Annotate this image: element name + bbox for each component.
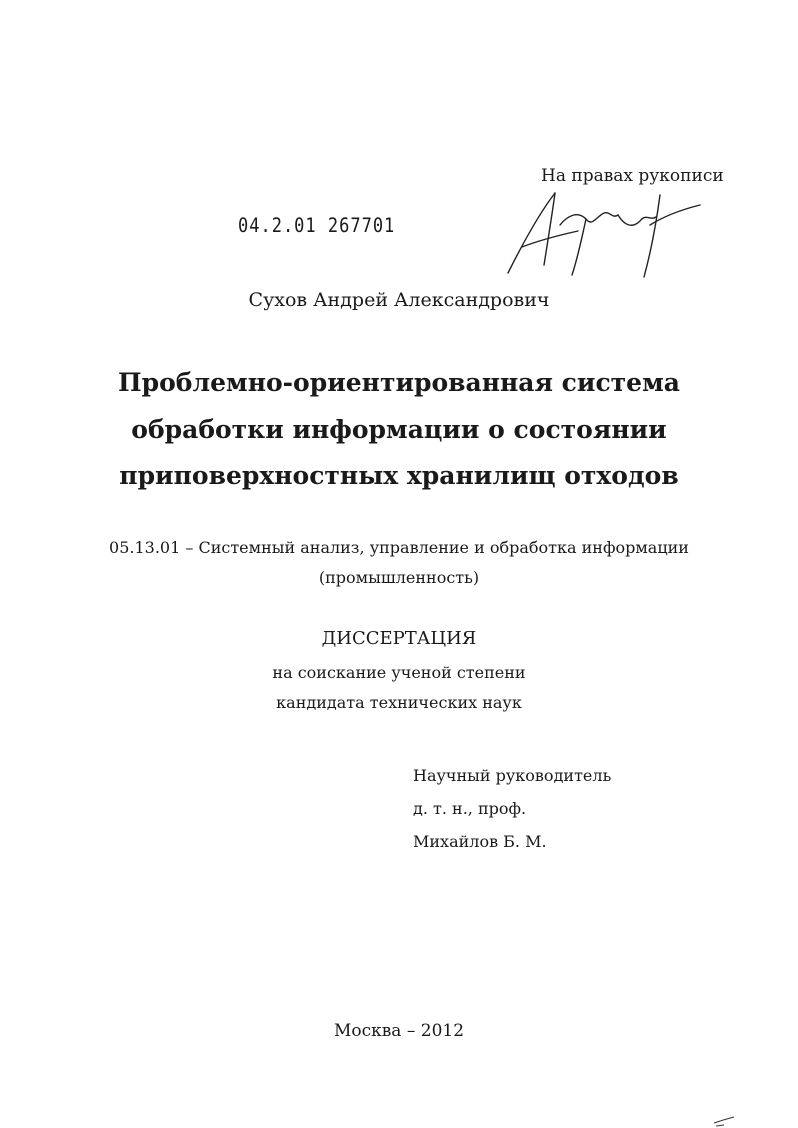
supervisor-name: Михайлов Б. М. — [413, 832, 547, 851]
supervisor-role: Научный руководитель — [413, 766, 612, 785]
degree-line: на соискание ученой степени — [272, 663, 526, 682]
city-year: Москва – 2012 — [333, 1021, 465, 1041]
degree-line: кандидата технических наук — [276, 693, 522, 712]
dissertation-label: ДИССЕРТАЦИЯ — [321, 628, 477, 649]
manuscript-note: На правах рукописи — [541, 166, 724, 186]
author-name: Сухов Андрей Александрович — [248, 289, 550, 311]
supervisor-credentials: д. т. н., проф. — [413, 799, 527, 818]
registration-stamp: 04.2.01 267701 — [238, 214, 396, 238]
specialty-code-line: 05.13.01 – Системный анализ, управление и обработка информации — [109, 538, 689, 557]
title-line: Проблемно-ориентированная система — [118, 368, 680, 397]
title-line: приповерхностных хранилищ отходов — [119, 461, 679, 490]
handwritten-signature — [500, 185, 705, 280]
title-line: обработки информации о состоянии — [131, 415, 667, 444]
specialty-field-line: (промышленность) — [318, 568, 480, 587]
corner-mark — [712, 1115, 736, 1127]
